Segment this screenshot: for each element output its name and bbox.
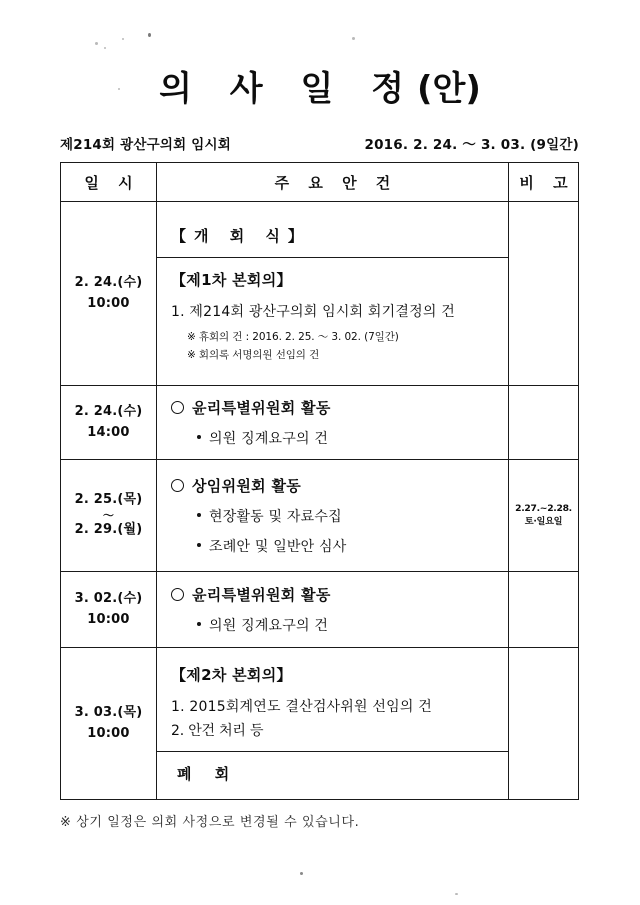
session-label: 제214회 광산구의회 임시회 bbox=[60, 137, 231, 153]
date-line: 3. 03.(목) bbox=[74, 705, 143, 721]
date-line: 3. 02.(수) bbox=[74, 591, 143, 607]
cell-date bbox=[61, 460, 157, 572]
cell-agenda bbox=[157, 572, 509, 648]
cell-date bbox=[61, 202, 157, 386]
agenda-heading bbox=[171, 397, 508, 418]
agenda-heading: 【제2차 본회의】 bbox=[171, 665, 292, 684]
remark-line: 2.27.~2.28. bbox=[515, 503, 572, 515]
cell-remark bbox=[509, 460, 579, 572]
page-title-main: 의 사 일 정 bbox=[159, 69, 417, 109]
agenda-heading-label: 윤리특별위원회 활동 bbox=[192, 399, 331, 417]
agenda-block bbox=[157, 464, 508, 567]
dot-bullet-icon bbox=[197, 622, 201, 626]
circle-bullet-icon bbox=[171, 401, 184, 414]
remark-line: 토·일요일 bbox=[524, 515, 563, 527]
footnote: ※ 상기 일정은 의회 사정으로 변경될 수 있습니다. bbox=[60, 815, 360, 830]
cell-date bbox=[61, 648, 157, 800]
circle-bullet-icon bbox=[171, 479, 184, 492]
session-date-range: 2016. 2. 24. ～ 3. 03. (9일간) bbox=[364, 137, 579, 153]
cell-agenda bbox=[157, 202, 509, 386]
agenda-block bbox=[157, 214, 508, 257]
circle-bullet-icon bbox=[171, 588, 184, 601]
column-header-agenda: 주 요 안 건 bbox=[157, 163, 509, 202]
page-title bbox=[60, 0, 580, 109]
agenda-block bbox=[157, 751, 508, 795]
agenda-heading: 폐 회 bbox=[177, 764, 239, 783]
agenda-bullet-label: 현장활동 및 자료수집 bbox=[209, 509, 342, 525]
agenda-numbered-item: 1. 제214회 광산구의회 임시회 회기결정의 건 bbox=[171, 304, 455, 320]
cell-remark bbox=[509, 648, 579, 800]
dot-bullet-icon bbox=[197, 435, 201, 439]
date-line: 10:00 bbox=[87, 611, 130, 627]
cell-agenda bbox=[157, 648, 509, 800]
agenda-bullet-item bbox=[171, 506, 508, 526]
date-line: 10:00 bbox=[87, 295, 130, 311]
table-row bbox=[61, 386, 579, 460]
agenda-note-item: ※ 휴회의 건 : 2016. 2. 25. ～ 3. 02. (7일간) bbox=[187, 331, 399, 343]
agenda-bullet-item bbox=[171, 615, 508, 635]
table-row bbox=[61, 572, 579, 648]
date-line: 2. 29.(월) bbox=[74, 522, 143, 538]
date-line: 10:00 bbox=[87, 725, 130, 741]
agenda-heading-label: 상임위원회 활동 bbox=[192, 477, 302, 495]
agenda-table bbox=[60, 162, 579, 800]
agenda-bullet-item bbox=[171, 536, 508, 556]
agenda-heading bbox=[171, 584, 508, 605]
date-line: 2. 24.(수) bbox=[74, 275, 143, 291]
agenda-block bbox=[157, 573, 508, 646]
cell-remark bbox=[509, 202, 579, 386]
agenda-heading: 【개 회 식】 bbox=[171, 227, 311, 245]
cell-date bbox=[61, 386, 157, 460]
cell-date bbox=[61, 572, 157, 648]
agenda-block bbox=[157, 257, 508, 373]
date-line: 2. 25.(목) bbox=[74, 492, 143, 508]
column-header-date: 일 시 bbox=[61, 163, 157, 202]
agenda-heading: 【제1차 본회의】 bbox=[171, 271, 292, 289]
agenda-bullet-item bbox=[171, 428, 508, 448]
cell-remark bbox=[509, 572, 579, 648]
agenda-bullet-label: 의원 징계요구의 건 bbox=[209, 431, 329, 447]
cell-agenda bbox=[157, 386, 509, 460]
date-line: 14:00 bbox=[87, 424, 130, 440]
agenda-numbered-item: 2. 안건 처리 등 bbox=[171, 722, 264, 739]
agenda-block bbox=[157, 386, 508, 459]
table-row bbox=[61, 460, 579, 572]
agenda-block bbox=[157, 653, 508, 751]
table-header-row bbox=[61, 163, 579, 202]
cell-agenda bbox=[157, 460, 509, 572]
agenda-heading-label: 윤리특별위원회 활동 bbox=[192, 586, 331, 604]
agenda-heading bbox=[171, 475, 508, 496]
page-title-paren: (안) bbox=[416, 69, 481, 109]
agenda-table-body bbox=[61, 202, 579, 800]
agenda-bullet-label: 의원 징계요구의 건 bbox=[209, 618, 329, 634]
session-header bbox=[60, 133, 580, 153]
agenda-bullet-label: 조례안 및 일반안 심사 bbox=[209, 539, 347, 555]
agenda-note-item: ※ 회의록 서명의원 선임의 건 bbox=[187, 349, 320, 361]
cell-remark bbox=[509, 386, 579, 460]
dot-bullet-icon bbox=[197, 543, 201, 547]
table-row bbox=[61, 202, 579, 386]
table-row bbox=[61, 648, 579, 800]
column-header-remark: 비 고 bbox=[509, 163, 579, 202]
dot-bullet-icon bbox=[197, 513, 201, 517]
agenda-numbered-item: 1. 2015회계연도 결산검사위원 선임의 건 bbox=[171, 698, 432, 715]
date-line: ～ bbox=[102, 508, 115, 522]
date-line: 2. 24.(수) bbox=[74, 404, 143, 420]
